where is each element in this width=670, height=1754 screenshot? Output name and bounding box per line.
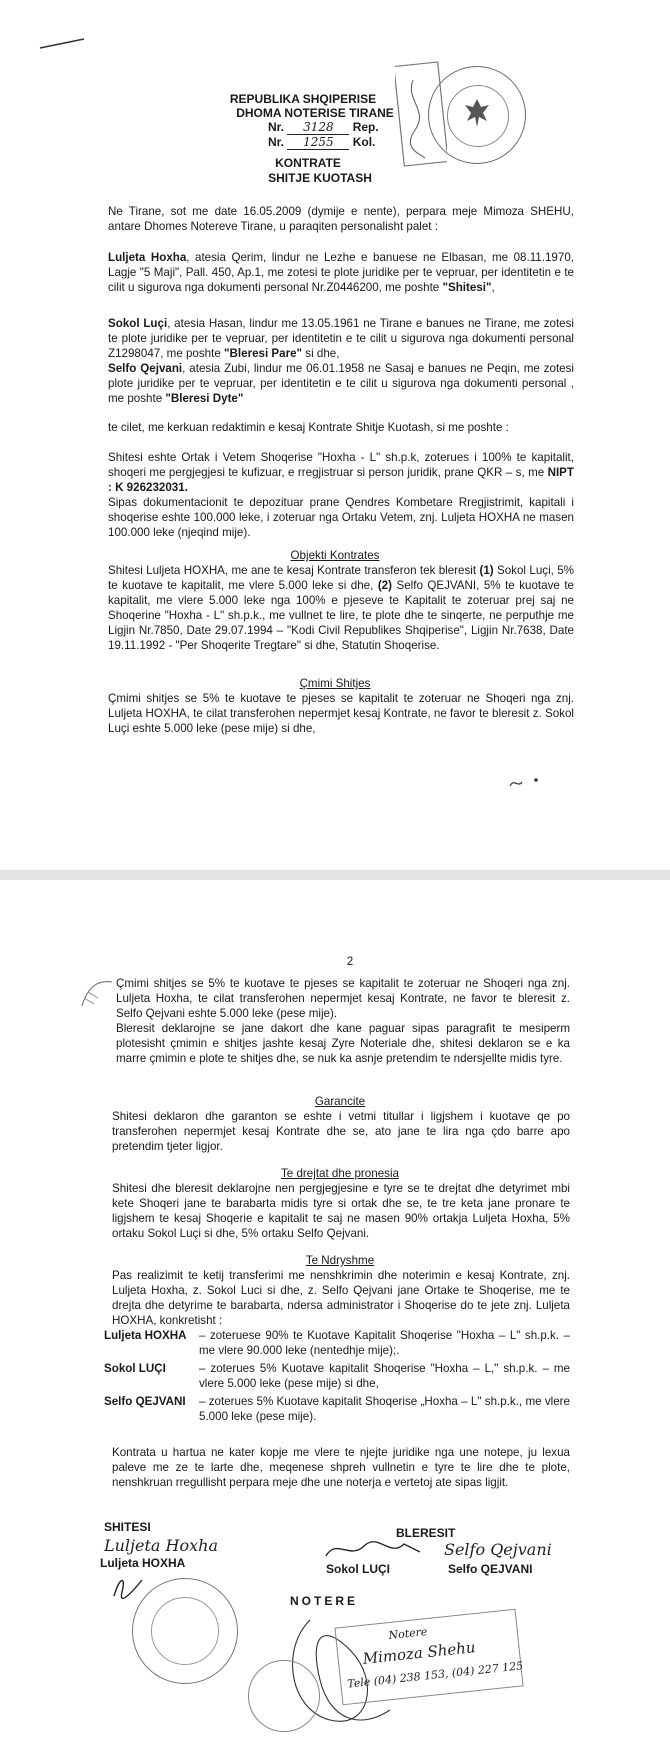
holder-name: Sokol LUÇI — [104, 1362, 166, 1375]
guarantee-heading: Garancite — [314, 1095, 366, 1108]
buyer1-signature-mark — [320, 1536, 430, 1564]
rep-number-line: Nr. 3128 Rep. — [268, 120, 379, 134]
holding-row — [104, 1394, 570, 1424]
buyer2-signature: Selfo Qejvani — [444, 1540, 552, 1559]
buyer2-paragraph: Selfo Qejvani, atesia Zubi, lindur me 06.01.1958 ne Sasaj e banues ne Peqin, me zotesi plote juridike per te vepruar, per identitetin e te cilit u sigurova nga dokumenti personal , me poshte "Bleresi Dyte" — [108, 362, 575, 405]
capital-paragraph: Sipas dokumentacionit te depozituar prane Qendres Kombetare Rregjistrimit, kapitali i shoqerise eshte 100.000 leke, i zoteruar nga Ortaku Vetem, znj. Luljeta HOXHA ne masen 100.000 leke (njeqind mije). — [108, 496, 574, 539]
holder-name: Selfo QEJVANI — [104, 1395, 186, 1408]
seller-label: SHITESI — [104, 1520, 151, 1534]
holder-name: Luljeta HOXHA — [104, 1329, 187, 1342]
chamber-heading: DHOMA NOTERISE TIRANE — [236, 106, 394, 120]
page-divider — [0, 870, 670, 880]
contract-subtitle: SHITJE KUOTASH — [268, 171, 372, 185]
kol-number-line: Nr. 1255 Kol. — [268, 135, 376, 149]
buyer2-sign-name: Selfo QEJVANI — [448, 1562, 533, 1576]
price-continued-paragraph: Çmimi shitjes se 5% te kuotave te pjeses se kapitalit te zoteruar ne Shoqeri nga znj. Luljeta Hoxha, te cilat transferohen nepermjet kesaj Kontrate, ne favor te bleresit z. Selfo Qejvani eshte 5.000 leke (pese mije). — [116, 977, 570, 1020]
initials-mark — [506, 772, 546, 792]
document-page-1 — [0, 0, 670, 870]
buyers-declaration-paragraph: Bleresit deklarojne se jane dakort dhe kane paguar sipas paragrafit te mesiperm plotesisht çmimin e shitjes jashte kesaj Zyre Noteriale dhe, shitesi deklaron se e ka marre çmimin e plote te shitjes dhe, se nuk ka asnje pretendim te ndersjellte midis tyre. — [116, 1022, 570, 1065]
price-heading: Çmimi Shitjes — [299, 677, 371, 690]
notary-signature-seal — [248, 1660, 320, 1732]
seller-sign-name: Luljeta HOXHA — [100, 1556, 186, 1570]
document-page-2 — [0, 880, 670, 1754]
notary-stamp-name: Mimoza Shehu — [361, 1638, 477, 1668]
object-paragraph: Shitesi Luljeta HOXHA, me ane te kesaj Kontrate transferon tek bleresit (1) Sokol Luçi, 5% te kuotave te kapitalit, me vlere 5.000 leke si dhe, (2) Selfo QEJVANI, 5% te kuotave te kapitalit, me vlere 5.000 leke nga 100% e pjeseve te Kapitalit te zoteruar prej saj ne Shoqerine "Hoxha - L" sh.p.k., me vullnet te lire, te plote dhe te sinqerte, ne perputhje me Ligjin Nr.7850, Date 29.07.1994 – "Kodi Civil Republikes Shqiperise", Ligjin Nr.7638, Date 19.11.1992 - "Per Shoqerite Tregtare" si dhe, Statutin Shoqerise. — [108, 564, 575, 652]
object-heading: Objekti Kontrates — [290, 549, 380, 562]
margin-stamp-mark — [78, 976, 118, 1010]
buyer1-paragraph: Sokol Luçi, atesia Hasan, lindur me 13.05.1961 ne Tirane e banues ne Tirane, me zotesi te plote juridike per te vepruar, per identitetin e te cilit u sigurova nga dokumenti personal Z1298047, me poshte "Bleresi Pare" si dhe, — [108, 317, 575, 360]
holdings-list — [104, 1328, 570, 1424]
stamp-rectangle — [395, 60, 447, 170]
guarantee-paragraph: Shitesi deklaron dhe garanton se eshte i vetmi titullar i ligjshem i kuotave qe po transferohen nepermjet kesaj Kontrate dhe se, ato jane te lira nga çdo barre apo pretendim tjeter ligjor. — [112, 1110, 570, 1153]
price-paragraph: Çmimi shitjes se 5% te kuotave te pjeses se kapitalit te zoteruar ne Shoqeri nga znj. Luljeta HOXHA, te cilat transferohen nepermjet kesaj Kontrate, ne favor te bleresit z. Sokol Luçi eshte 5.000 leke (pese mije) si dhe, — [108, 692, 574, 735]
kol-number: 1255 — [287, 135, 349, 150]
buyer2-name: Selfo Qejvani — [108, 362, 183, 375]
eagle-emblem-icon — [461, 95, 493, 131]
changes-paragraph: Pas realizimit te ketij transferimi me nenshkrimin dhe noterimin e kesaj Kontrate, znj. Luljeta Hoxha, z. Sokol Luci si dhe, z. Selfo Qejvani jane Ortake te Shoqerise, me te drejta dhe detyrime te barabarta, ndersa administrator i Shoqerise do te jete znj. Luljeta HOXHA, konkretisht : — [112, 1269, 570, 1327]
buyer1-role: "Bleresi Pare" — [224, 347, 303, 360]
closing-paragraph: Kontrata u hartua ne kater kopje me vlere te njejte juridike nga une noteре, ju lexua paleve me ze te larte dhe, meqenese shpreh vullnetin e tyre te lire dhe te plote, nenshkruan rregullisht perpara meje dhe une noterja e vertetoj ate sipas ligjit. — [112, 1446, 570, 1489]
notary-round-seal — [132, 1578, 238, 1684]
pen-mark — [38, 36, 88, 52]
changes-heading: Te Ndryshme — [305, 1254, 375, 1267]
seller-name: Luljeta Hoxha — [108, 251, 187, 264]
request-paragraph: te cilet, me kerkuan redaktimin e kesaj Kontrate Shitje Kuotash, si me poshte : — [108, 421, 509, 434]
seller-paragraph: Luljeta Hoxha, atesia Qerim, lindur ne Lezhe e banuese ne Elbasan, me 08.11.1970, Lagje "5 Maji", Pall. 450, Ap.1, me zotesi te plote juridike per te vepruar, per identitetin e te cilit u sigurova nga dokumenti personal Nr.Z0446200, me poshte "Shitesi", — [108, 251, 574, 294]
notary-stamp-phone: Tele (04) 238 153, (04) 227 125 — [346, 1659, 524, 1691]
page-number: 2 — [346, 955, 354, 968]
notary-stamp-title: Notere — [387, 1625, 428, 1643]
holder-share: – zoteruese 90% te Kuotave Kapitalit Shoqerise "Hoxha – L" sh.p.k. – me vlere 90.000 leke (nentedhje mije);. — [199, 1329, 570, 1357]
company-paragraph: Shitesi eshte Ortak i Vetem Shoqerise "Hoxha - L" sh.p.k, zoterues i 100% te kapitalit, shoqeri me pergjegjesi te kufizuar, e rregjistruar si person juridik, prane QKR – s, me NIPT : K 926232031. — [108, 451, 574, 494]
seller-signature: Luljeta Hoxha — [104, 1536, 218, 1555]
seller-initials-mark — [108, 1572, 148, 1602]
buyers-label: BLERESIT — [396, 1526, 456, 1540]
contract-title: KONTRATE — [275, 156, 341, 170]
notary-label: NOTERE — [290, 1594, 359, 1608]
rights-heading: Te drejtat dhe pronesia — [281, 1167, 399, 1180]
holder-share: – zoterues 5% Kuotave kapitalit Shoqerise "Hoxha – L," sh.p.k. – me vlere 5.000 leke (pese mije) si dhe, — [199, 1362, 570, 1390]
holder-share: – zoterues 5% Kuotave kapitalit Shoqerise „Hoxha – L" sh.p.k., me vlere 5.000 leke (pese mije). — [199, 1395, 570, 1423]
intro-paragraph: Ne Tirane, sot me date 16.05.2009 (dymije e nente), perpara meje Mimoza SHEHU, antare Dhomes Notereve Tirane, u paraqiten personalisht palet : — [108, 205, 574, 233]
holding-row — [104, 1328, 570, 1358]
buyer2-role: "Bleresi Dyte" — [165, 392, 244, 405]
buyer1-name: Sokol Luçi — [108, 317, 168, 330]
seller-role: "Shitesi" — [442, 281, 492, 294]
nipt-number: NIPT : K 926232031. — [108, 466, 574, 494]
rights-paragraph: Shitesi dhe bleresit deklarojne nen pergjegjesine e tyre se te drejtat dhe detyrimet mbi kete Shoqeri jane te barabarta midis tyre si ortak dhe se, te tre keta jane pronare te ligjshem te kesaj Shoqerie e kapitalit te saj ne masen 90% ortakja Luljeta Hoxha, 5% ortaku Sokol Luçi si dhe, 5% ortaku Selfo Qejvani. — [112, 1182, 570, 1240]
holding-row — [104, 1361, 570, 1391]
rep-number: 3128 — [287, 120, 349, 135]
republic-heading: REPUBLIKA SHQIPERISE — [229, 92, 377, 106]
buyer1-sign-name: Sokol LUÇI — [326, 1562, 391, 1576]
